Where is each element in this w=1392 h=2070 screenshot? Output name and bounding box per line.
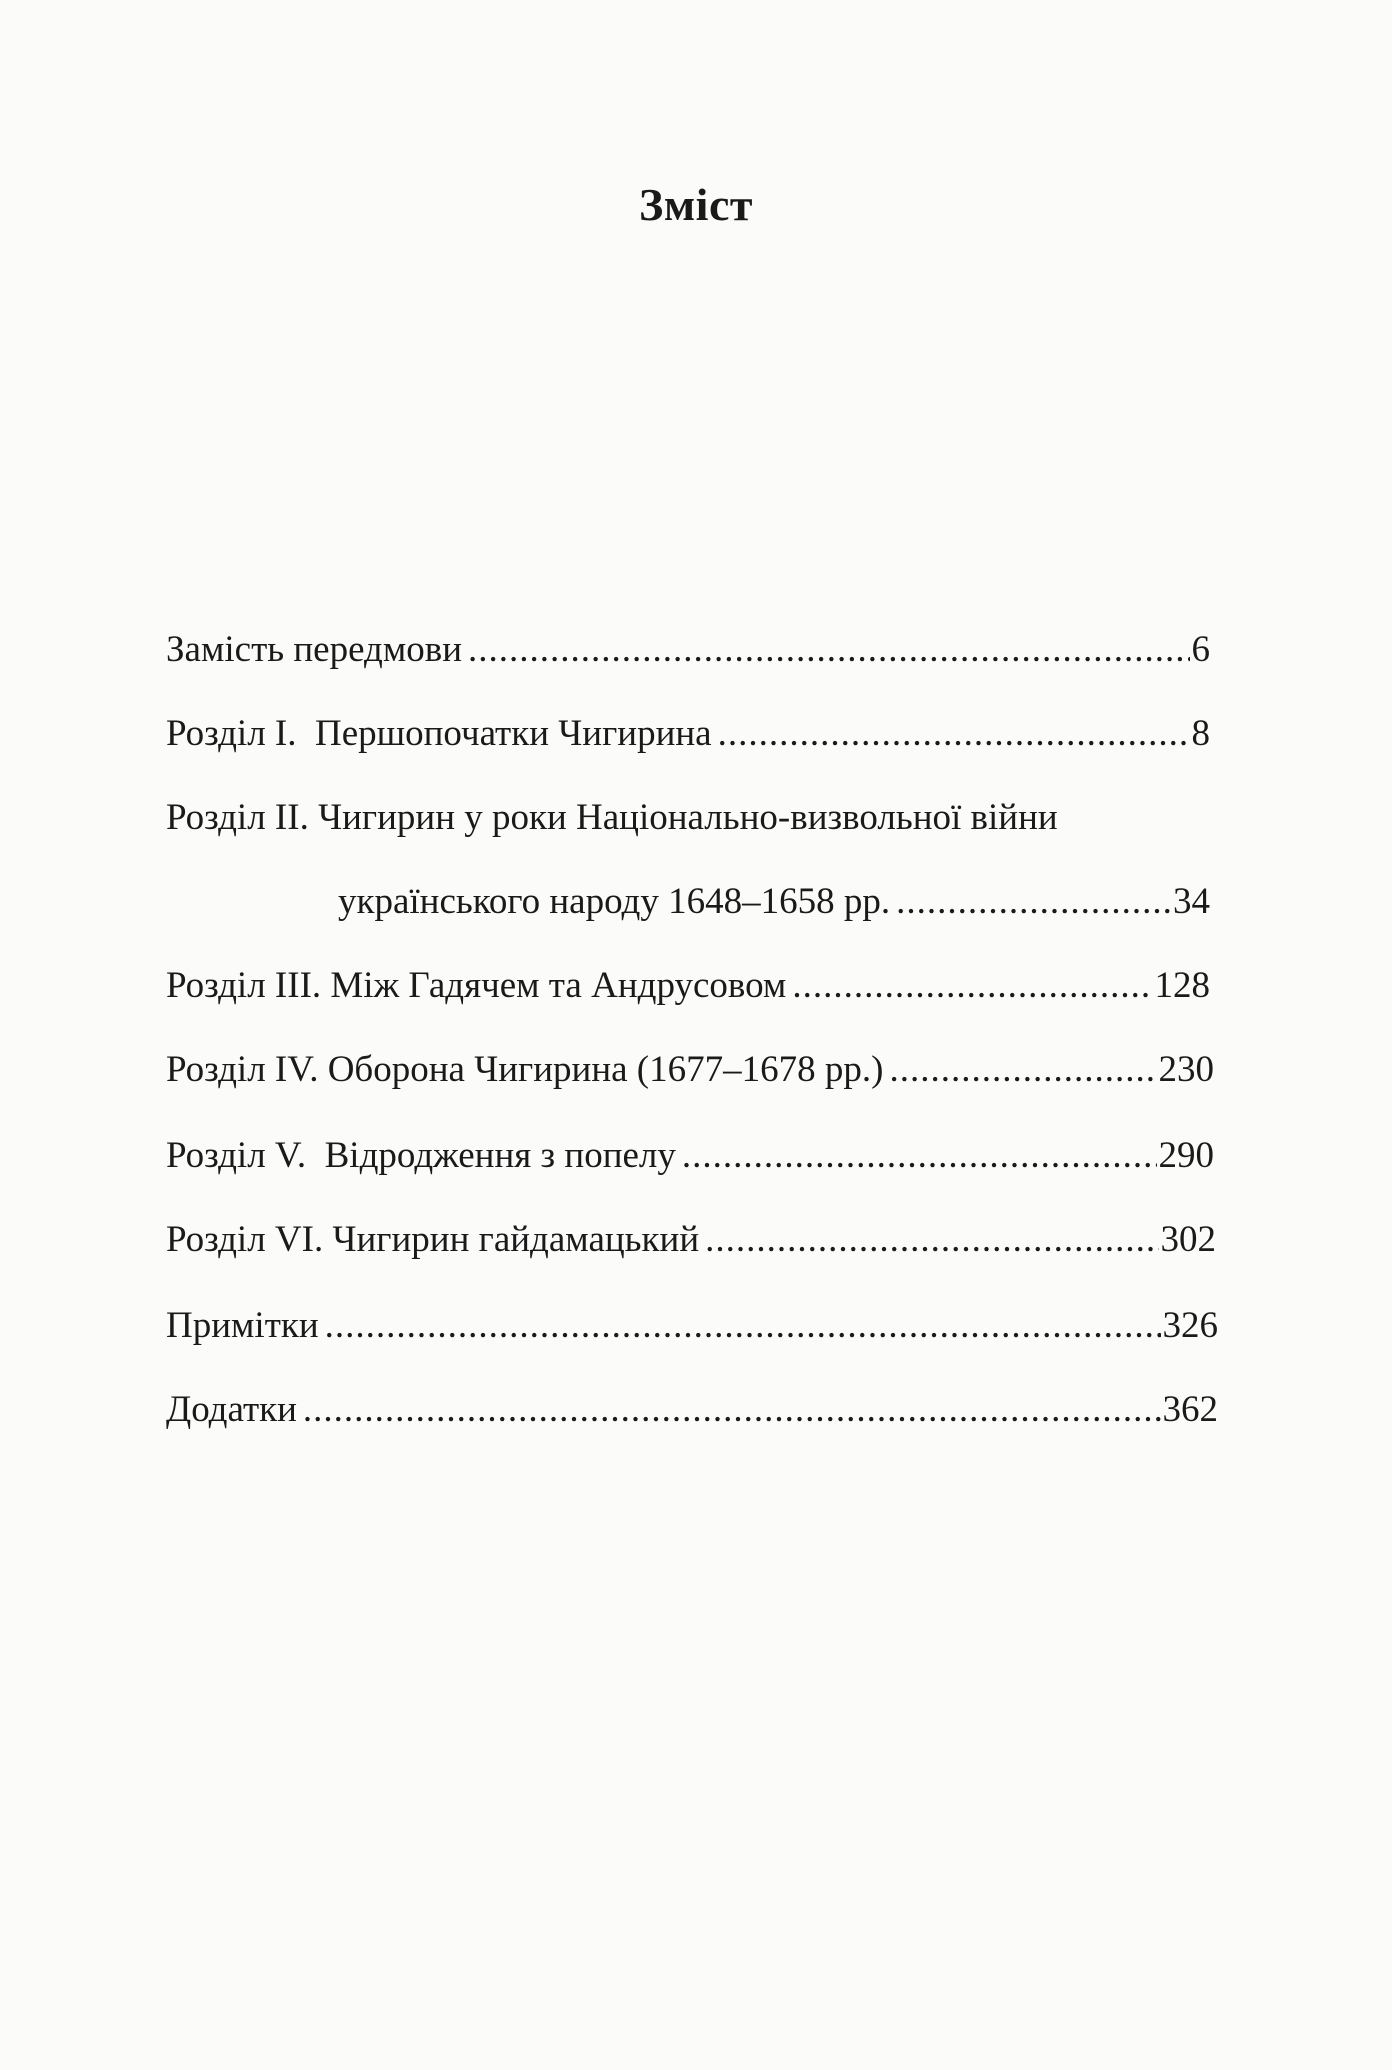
toc-entry-label: Розділ III. Між Гадячем та Андрусовом <box>166 965 787 1006</box>
toc-entry-page: 326 <box>1162 1305 1218 1346</box>
toc-entry-page: 8 <box>1191 713 1210 754</box>
toc-entry[interactable] <box>166 964 1210 1008</box>
toc-entry-label[interactable]: Розділ II. Чигирин у роки Національно-визвольної війни <box>166 797 1058 838</box>
toc-entry-page: 290 <box>1158 1135 1214 1176</box>
toc-entry[interactable] <box>166 628 1210 672</box>
toc-entry-page: 230 <box>1158 1049 1214 1090</box>
dot-leader <box>896 880 1171 924</box>
toc-entry-page: 302 <box>1160 1219 1216 1260</box>
dot-leader <box>303 1388 1161 1432</box>
toc-entry-page: 34 <box>1173 881 1210 922</box>
dot-leader <box>468 628 1189 672</box>
toc-entry-label: Розділ VI. Чигирин гайдамацький <box>166 1219 700 1260</box>
dot-leader <box>792 964 1152 1008</box>
toc-entry[interactable] <box>338 880 1210 924</box>
toc-entry-label: Замість передмови <box>166 629 463 670</box>
toc-entry-page: 6 <box>1191 629 1210 670</box>
toc-entry[interactable] <box>166 1304 1218 1348</box>
dot-leader <box>718 712 1190 756</box>
toc-entry-label: Розділ IV. Оборона Чигирина (1677–1678 рр.) <box>166 1049 884 1090</box>
toc-entry[interactable] <box>166 1048 1214 1092</box>
toc-entry-continuation: українського народу 1648–1658 рр. <box>338 881 891 922</box>
toc-entry[interactable] <box>166 712 1210 756</box>
toc-entry-label: Додатки <box>166 1389 297 1430</box>
toc-entry[interactable] <box>166 1388 1218 1432</box>
toc-entry-page: 128 <box>1154 965 1210 1006</box>
page-title: Зміст <box>639 179 753 230</box>
toc-entry[interactable] <box>166 1134 1214 1178</box>
toc-entry-label: Примітки <box>166 1305 319 1346</box>
toc-entry-label: Розділ V. Відродження з попелу <box>166 1135 676 1176</box>
dot-leader <box>682 1134 1157 1178</box>
toc-entry-page: 362 <box>1162 1389 1218 1430</box>
dot-leader <box>325 1304 1161 1348</box>
dot-leader <box>889 1048 1156 1092</box>
toc-entry-label: Розділ I. Першопочатки Чигирина <box>166 713 712 754</box>
dot-leader <box>705 1218 1158 1262</box>
toc-entry[interactable] <box>166 1218 1216 1262</box>
